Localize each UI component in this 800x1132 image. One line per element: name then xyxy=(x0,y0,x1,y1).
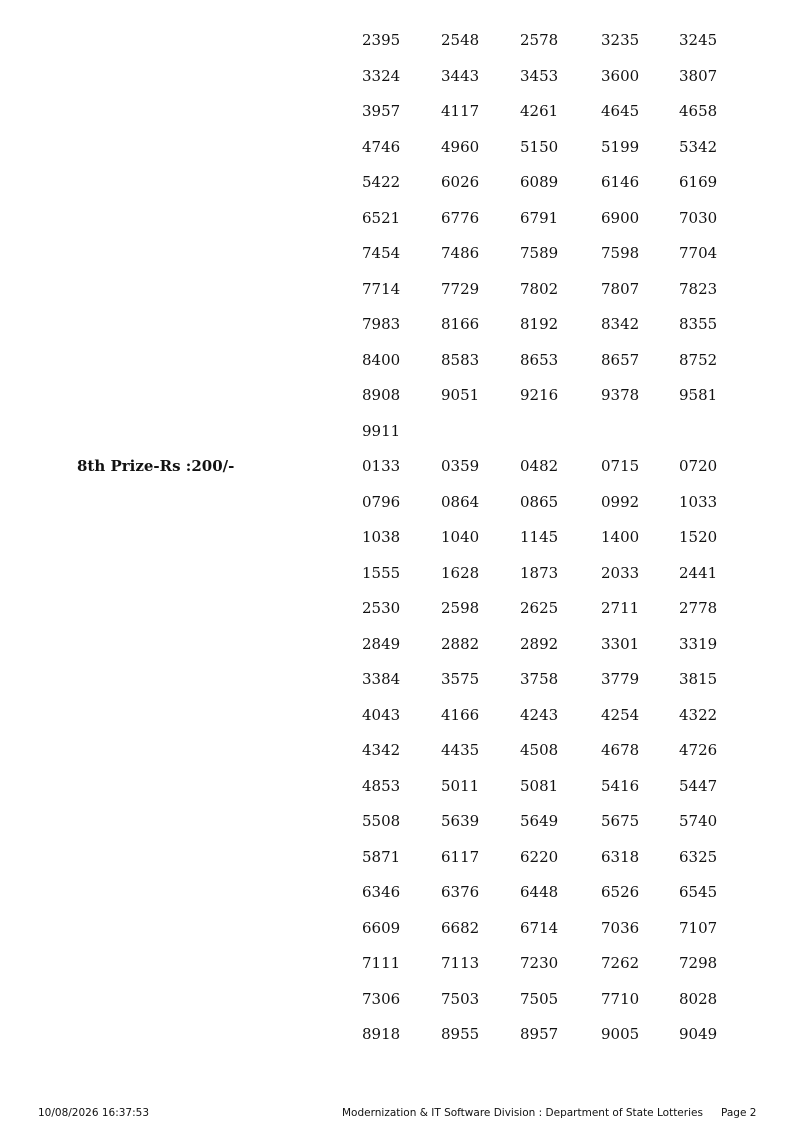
table-row xyxy=(0,307,800,343)
ticket-number: 1628 xyxy=(441,563,480,582)
table-row xyxy=(0,662,800,698)
table-row xyxy=(0,272,800,308)
ticket-number: 0720 xyxy=(679,457,718,475)
ticket-number: 6220 xyxy=(520,847,559,866)
ticket-number: 8752 xyxy=(679,350,718,369)
ticket-number: 4435 xyxy=(441,741,480,759)
ticket-number: 7306 xyxy=(362,989,401,1008)
ticket-number: 6026 xyxy=(441,173,480,191)
ticket-number: 5199 xyxy=(601,137,640,156)
ticket-number: 1873 xyxy=(520,563,559,582)
ticket-number: 9216 xyxy=(520,386,559,404)
table-row xyxy=(0,59,800,95)
ticket-number: 7107 xyxy=(679,918,718,937)
ticket-number: 4166 xyxy=(441,705,480,724)
ticket-number: 7036 xyxy=(601,918,640,937)
ticket-number: 3453 xyxy=(520,66,559,85)
ticket-number: 6346 xyxy=(362,883,401,901)
ticket-number: 8957 xyxy=(520,1025,559,1043)
ticket-number: 6376 xyxy=(441,883,480,901)
ticket-number: 4243 xyxy=(520,705,559,724)
table-row xyxy=(0,23,800,59)
ticket-number: 7486 xyxy=(441,244,480,262)
ticket-number: 2033 xyxy=(601,563,640,582)
ticket-number: 7704 xyxy=(679,244,718,262)
table-row xyxy=(0,875,800,911)
ticket-number: 8583 xyxy=(441,350,480,369)
ticket-number: 0359 xyxy=(441,457,480,475)
ticket-number: 1040 xyxy=(441,528,480,546)
ticket-number: 0864 xyxy=(441,492,480,511)
ticket-number: 6776 xyxy=(441,208,480,227)
ticket-number: 6448 xyxy=(520,883,559,901)
ticket-number: 8653 xyxy=(520,350,559,369)
table-row xyxy=(0,804,800,840)
ticket-number: 6526 xyxy=(601,883,640,901)
prize-label: 8th Prize-Rs :200/- xyxy=(77,457,235,475)
table-row xyxy=(0,449,800,485)
ticket-number: 3443 xyxy=(441,66,480,85)
table-row xyxy=(0,911,800,947)
table-row xyxy=(0,520,800,556)
ticket-number: 4645 xyxy=(601,102,640,120)
ticket-number: 1555 xyxy=(362,563,401,582)
ticket-number: 2598 xyxy=(441,599,480,617)
table-row xyxy=(0,982,800,1018)
ticket-number: 6146 xyxy=(601,173,640,191)
ticket-number: 5416 xyxy=(601,776,640,795)
ticket-number: 4508 xyxy=(520,741,559,759)
ticket-number: 9911 xyxy=(362,421,401,440)
table-row xyxy=(0,769,800,805)
ticket-number: 7503 xyxy=(441,989,480,1008)
ticket-number: 7454 xyxy=(362,244,401,262)
ticket-number: 4853 xyxy=(362,776,401,795)
ticket-number: 5011 xyxy=(441,776,480,795)
table-row xyxy=(0,840,800,876)
ticket-number: 3384 xyxy=(362,670,401,688)
table-row xyxy=(0,165,800,201)
ticket-number: 5639 xyxy=(441,812,480,830)
table-row xyxy=(0,485,800,521)
ticket-number: 0865 xyxy=(520,492,559,511)
ticket-number: 2882 xyxy=(441,634,480,653)
ticket-number: 7710 xyxy=(601,989,640,1008)
ticket-number: 3600 xyxy=(601,66,640,85)
ticket-number: 4746 xyxy=(362,137,401,156)
table-row xyxy=(0,946,800,982)
table-row xyxy=(0,1017,800,1053)
ticket-number: 6791 xyxy=(520,208,559,227)
footer-division: Modernization & IT Software Division : Department of State Lotteries xyxy=(342,1107,703,1119)
ticket-number: 6545 xyxy=(679,883,718,901)
ticket-number: 2849 xyxy=(362,634,401,653)
ticket-number: 5508 xyxy=(362,812,401,830)
ticket-number: 6089 xyxy=(520,173,559,191)
ticket-number: 8918 xyxy=(362,1025,401,1043)
ticket-number: 3758 xyxy=(520,670,559,688)
ticket-number: 3779 xyxy=(601,670,640,688)
ticket-number: 8400 xyxy=(362,350,401,369)
ticket-number: 4658 xyxy=(679,102,718,120)
ticket-number: 6609 xyxy=(362,918,401,937)
ticket-number: 3807 xyxy=(679,66,718,85)
ticket-number: 4261 xyxy=(520,102,559,120)
ticket-number: 2892 xyxy=(520,634,559,653)
ticket-number: 2625 xyxy=(520,599,559,617)
ticket-number: 2548 xyxy=(441,31,480,49)
ticket-number: 6682 xyxy=(441,918,480,937)
ticket-number: 7983 xyxy=(362,315,401,333)
ticket-number: 9581 xyxy=(679,386,718,404)
ticket-number: 0992 xyxy=(601,492,640,511)
ticket-number: 2578 xyxy=(520,31,559,49)
ticket-number: 7598 xyxy=(601,244,640,262)
ticket-number: 2778 xyxy=(679,599,718,617)
ticket-number: 7113 xyxy=(441,954,480,972)
footer-timestamp: 10/08/2026 16:37:53 xyxy=(38,1107,150,1119)
ticket-number: 0482 xyxy=(520,457,559,475)
ticket-number: 5081 xyxy=(520,776,559,795)
ticket-number: 9005 xyxy=(601,1025,640,1043)
ticket-number: 7729 xyxy=(441,279,480,298)
table-row xyxy=(0,343,800,379)
ticket-number: 1520 xyxy=(679,528,718,546)
ticket-number: 7505 xyxy=(520,989,559,1008)
ticket-number: 9051 xyxy=(441,386,480,404)
ticket-number: 0796 xyxy=(362,492,401,511)
ticket-number: 5871 xyxy=(362,847,401,866)
table-row xyxy=(0,414,800,450)
ticket-number: 2395 xyxy=(362,31,401,49)
ticket-number: 6325 xyxy=(679,847,718,866)
ticket-number: 5649 xyxy=(520,812,559,830)
ticket-number: 5342 xyxy=(679,137,718,156)
ticket-number: 8657 xyxy=(601,350,640,369)
ticket-number: 6900 xyxy=(601,208,640,227)
ticket-number: 4342 xyxy=(362,741,401,759)
ticket-number: 8028 xyxy=(679,989,718,1008)
ticket-number: 3235 xyxy=(601,31,640,49)
ticket-number: 2530 xyxy=(362,599,401,617)
ticket-number: 6714 xyxy=(520,918,559,937)
ticket-number: 4726 xyxy=(679,741,718,759)
ticket-number: 7823 xyxy=(679,279,718,298)
ticket-number: 5675 xyxy=(601,812,640,830)
table-row xyxy=(0,556,800,592)
table-row xyxy=(0,698,800,734)
ticket-number: 7111 xyxy=(362,954,401,972)
ticket-number: 7802 xyxy=(520,279,559,298)
ticket-number: 4678 xyxy=(601,741,640,759)
table-row xyxy=(0,201,800,237)
ticket-number: 5447 xyxy=(679,776,718,795)
ticket-number: 4043 xyxy=(362,705,401,724)
footer-page-number: Page 2 xyxy=(721,1107,757,1119)
ticket-number: 6318 xyxy=(601,847,640,866)
ticket-number: 3575 xyxy=(441,670,480,688)
ticket-number: 1038 xyxy=(362,528,401,546)
ticket-number: 3815 xyxy=(679,670,718,688)
ticket-number: 9049 xyxy=(679,1025,718,1043)
ticket-number: 7589 xyxy=(520,244,559,262)
ticket-number: 6521 xyxy=(362,208,401,227)
ticket-number: 0715 xyxy=(601,457,640,475)
table-row xyxy=(0,378,800,414)
table-row xyxy=(0,130,800,166)
ticket-number: 2711 xyxy=(601,599,640,617)
table-row xyxy=(0,733,800,769)
ticket-number: 4254 xyxy=(601,705,640,724)
ticket-number: 5150 xyxy=(520,137,559,156)
ticket-number: 4322 xyxy=(679,705,718,724)
ticket-number: 6117 xyxy=(441,847,480,866)
ticket-number: 3245 xyxy=(679,31,718,49)
ticket-number: 4960 xyxy=(441,137,480,156)
table-row xyxy=(0,591,800,627)
ticket-number: 8908 xyxy=(362,386,401,404)
ticket-number: 1400 xyxy=(601,528,640,546)
ticket-number: 7298 xyxy=(679,954,718,972)
ticket-number: 3957 xyxy=(362,102,401,120)
ticket-number: 5422 xyxy=(362,173,401,191)
ticket-number: 8342 xyxy=(601,315,640,333)
ticket-number: 3301 xyxy=(601,634,640,653)
ticket-number: 2441 xyxy=(679,563,718,582)
ticket-number: 5740 xyxy=(679,812,718,830)
ticket-number: 7714 xyxy=(362,279,401,298)
ticket-number: 7807 xyxy=(601,279,640,298)
ticket-number: 4117 xyxy=(441,102,480,120)
table-row xyxy=(0,94,800,130)
ticket-number: 8166 xyxy=(441,315,480,333)
ticket-number: 9378 xyxy=(601,386,640,404)
ticket-number: 8955 xyxy=(441,1025,480,1043)
ticket-number: 8355 xyxy=(679,315,718,333)
ticket-number: 1033 xyxy=(679,492,718,511)
ticket-number: 7230 xyxy=(520,954,559,972)
ticket-number: 7262 xyxy=(601,954,640,972)
ticket-number: 7030 xyxy=(679,208,718,227)
ticket-number: 8192 xyxy=(520,315,559,333)
ticket-number: 3319 xyxy=(679,634,718,653)
ticket-number: 6169 xyxy=(679,173,718,191)
ticket-number: 1145 xyxy=(520,528,559,546)
table-row xyxy=(0,627,800,663)
table-row xyxy=(0,236,800,272)
ticket-number: 3324 xyxy=(362,66,401,85)
ticket-number: 0133 xyxy=(362,457,401,475)
